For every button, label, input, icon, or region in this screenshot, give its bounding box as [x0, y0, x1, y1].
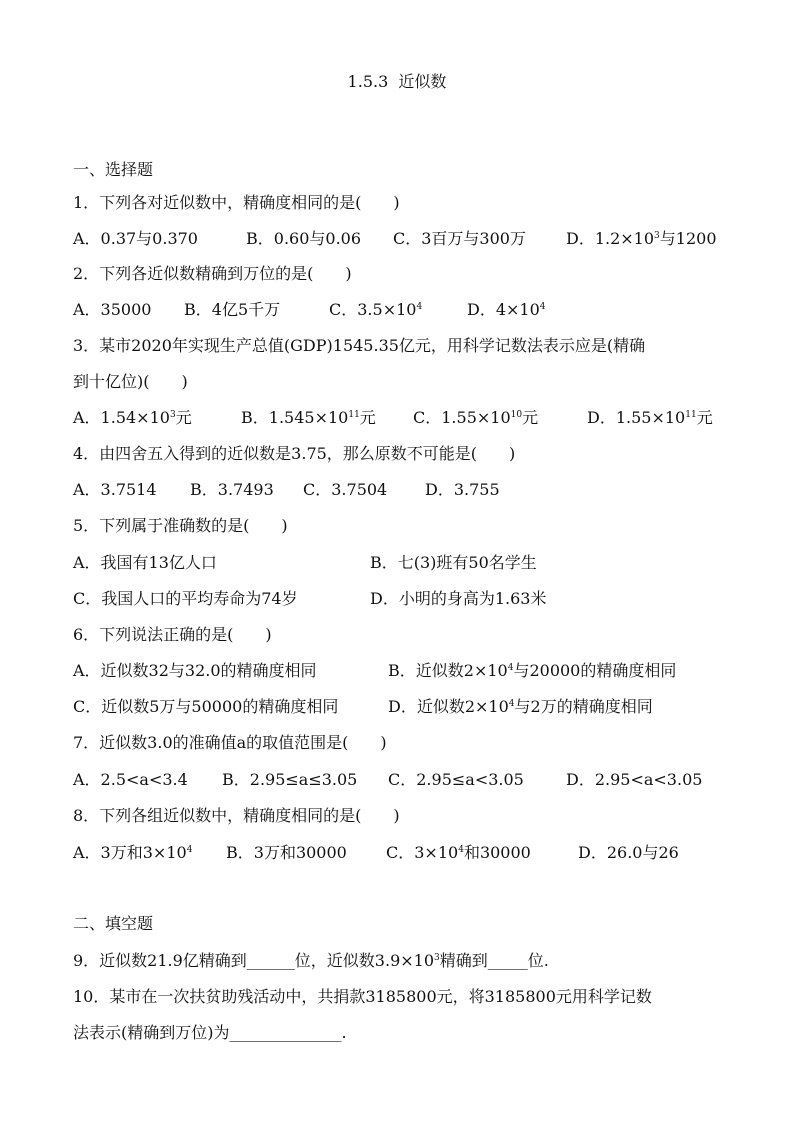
question-8-stem: 8．下列各组近似数中，精确度相同的是( ) — [73, 806, 400, 825]
q6-option-a: A．近似数32与32.0的精确度相同 — [73, 661, 317, 680]
q7-option-d: D．2.95<a<3.05 — [566, 770, 703, 789]
q4-option-d: D．3.755 — [425, 480, 500, 499]
question-5-stem: 5．下列属于准确数的是( ) — [73, 516, 288, 535]
q4-option-b: B．3.7493 — [190, 480, 274, 499]
q1-option-a: A．0.37与0.370 — [73, 229, 198, 248]
q6-option-c: C．近似数5万与50000的精确度相同 — [73, 697, 339, 716]
q8-option-a: A．3万和$3\times 10^4$ — [73, 843, 193, 862]
q1-option-b: B．0.60与0.06 — [246, 229, 362, 248]
q1-option-d: D．$1.2\times 10^3$与1200 — [566, 229, 717, 248]
question-2-stem: 2．下列各近似数精确到万位的是( ) — [73, 264, 352, 283]
q7-option-a: A．2.5<a<3.4 — [73, 770, 188, 789]
question-7-stem: 7．近似数3.0的准确值a的取值范围是( ) — [73, 733, 387, 752]
section-heading-fill-in: 二、填空题 — [73, 914, 154, 933]
q5-option-c: C．我国人口的平均寿命为74岁 — [73, 589, 298, 608]
q5-option-d: D．小明的身高为1.63米 — [370, 589, 547, 608]
question-4-stem: 4．由四舍五入得到的近似数是3.75，那么原数不可能是( ) — [73, 444, 516, 463]
q1-option-c: C．3百万与300万 — [393, 229, 526, 248]
q5-option-a: A．我国有13亿人口 — [73, 553, 217, 572]
q5-option-b: B．七(3)班有50名学生 — [370, 553, 537, 572]
q8-option-c: C．$3\times 10^4$和30000 — [386, 843, 531, 862]
q3-option-c: C．$1.55\times 10^{10}$元 — [413, 408, 539, 427]
q6-option-d: D．近似数$2\times 10^4$与2万的精确度相同 — [388, 697, 653, 716]
q4-option-c: C．3.7504 — [303, 480, 388, 499]
question-1-stem: 1．下列各对近似数中，精确度相同的是( ) — [73, 193, 400, 212]
q3-option-d: D．$1.55\times 10^{11}$元 — [587, 408, 713, 427]
q2-option-a: A．35000 — [73, 300, 152, 319]
question-10-line1: 10．某市在一次扶贫助残活动中，共捐款3185800元，将3185800元用科学记数 — [73, 987, 652, 1006]
q8-option-d: D．26.0与26 — [578, 843, 679, 862]
q2-option-b: B．4亿5千万 — [184, 300, 281, 319]
q3-option-b: B．$1.545\times 10^{11}$元 — [241, 408, 376, 427]
page-title: 1.5.3 近似数 — [347, 72, 447, 91]
section-heading-choice: 一、选择题 — [73, 160, 154, 179]
q8-option-b: B．3万和30000 — [226, 843, 347, 862]
question-6-stem: 6．下列说法正确的是( ) — [73, 625, 272, 644]
q4-option-a: A．3.7514 — [73, 480, 157, 499]
question-3-stem-line1: 3．某市2020年实现生产总值(GDP)1545.35亿元，用科学记数法表示应是(精确 — [73, 336, 646, 355]
q7-option-c: C．2.95≤a<3.05 — [388, 770, 524, 789]
q2-option-c: C．$3.5\times 10^4$ — [329, 300, 423, 319]
q7-option-b: B．2.95≤a≤3.05 — [222, 770, 358, 789]
question-10-line2: 法表示(精确到万位)为______________. — [73, 1023, 347, 1042]
q6-option-b: B．近似数$2\times 10^4$与20000的精确度相同 — [388, 661, 677, 680]
question-9: 9．近似数21.9亿精确到______位，近似数$3.9\times 10^3$精确到_____位. — [73, 951, 549, 970]
question-3-stem-line2: 到十亿位)( ) — [73, 372, 188, 391]
q2-option-d: D．$4\times 10^4$ — [467, 300, 546, 319]
q3-option-a: A．$1.54\times 10^3$元 — [73, 408, 192, 427]
